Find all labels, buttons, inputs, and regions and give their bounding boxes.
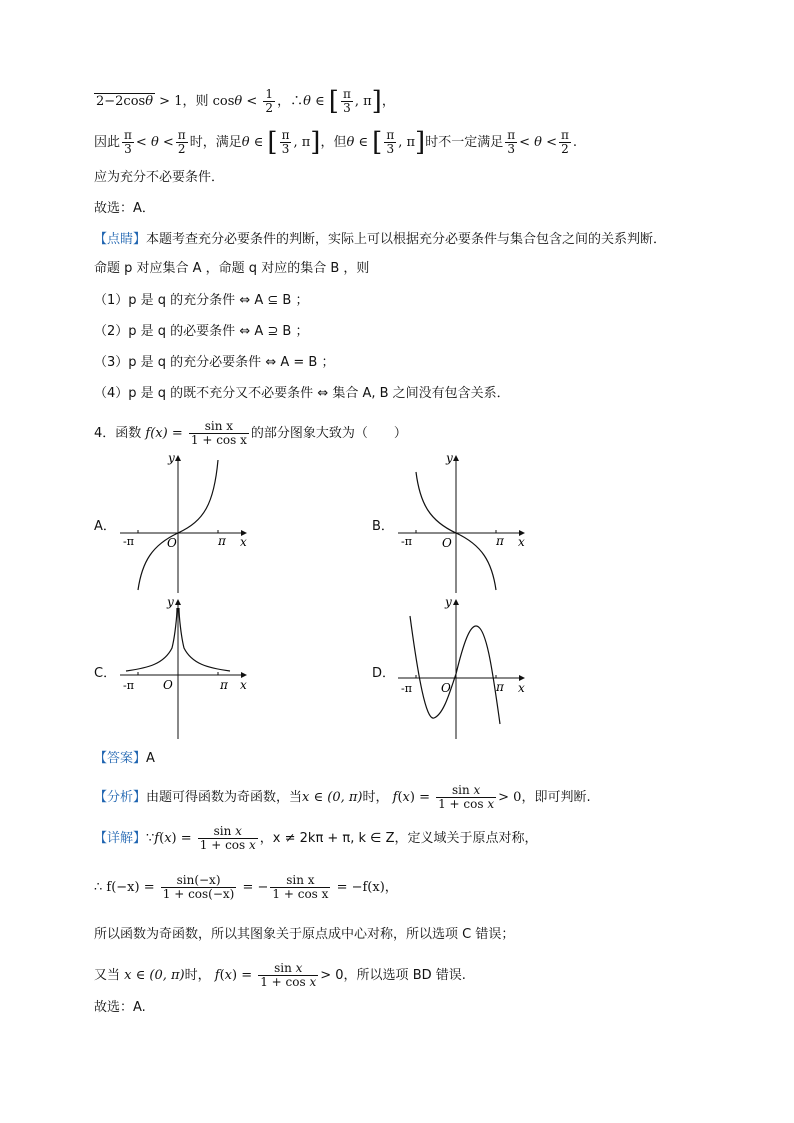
- graph-option-c[interactable]: [118, 596, 253, 741]
- dianjing-line: 【点睛】本题考查充分必要条件的判断，实际上可以根据充分必要条件与集合包含之间的关系判断．: [94, 232, 667, 247]
- tick-pi: π: [218, 534, 226, 548]
- option-c-label[interactable]: C．: [94, 666, 117, 681]
- tick-neg-pi: -π: [401, 682, 412, 695]
- tick-pi: π: [496, 680, 504, 694]
- solution-line-4: 故选：A．: [94, 201, 155, 216]
- origin-label: O: [167, 536, 177, 550]
- proposition-line: 命题 p 对应集合 A ，命题 q 对应的集合 B ，则: [94, 261, 370, 276]
- y-label: y: [168, 451, 175, 465]
- y-label: y: [167, 596, 174, 609]
- option-d-label[interactable]: D．: [372, 666, 396, 681]
- solution-line-1: 2−2cosθ > 1，则 cosθ < $\frac{1}{2}$ ，∴θ ∈ [ $\frac{\pi}{3}$ , π]，: [96, 86, 395, 117]
- option-a-label[interactable]: A．: [94, 519, 116, 534]
- curve-right: [179, 608, 230, 671]
- list-item: （1）p 是 q 的充分条件 ⇔ A ⊆ B ；: [94, 293, 309, 308]
- detail-line: 【详解】∵f(x) = $\frac{\text{sin x}}{\text{1 + cos x}}$ ，x ≠ 2kπ + π, k ∈ Z，定义域关于原点对称，: [94, 824, 538, 852]
- final-answer: 故选：A.: [94, 1000, 146, 1015]
- tick-neg-pi: -π: [401, 535, 412, 548]
- tick-pi: π: [496, 534, 504, 548]
- y-label: y: [446, 451, 453, 465]
- dianjing-tag: 【点睛】: [94, 232, 147, 247]
- tick-pi: π: [220, 678, 228, 692]
- x-label: x: [518, 681, 525, 695]
- tick-neg-pi: -π: [123, 679, 134, 692]
- solution-line-3: 应为充分不必要条件．: [94, 170, 225, 185]
- analysis-line: 【分析】由题可得函数为奇函数，当x ∈ (0, π)时， f(x) = $\frac{\text{sin x}}{\text{1 + cos x}}$ > 0，即可判断.: [94, 783, 591, 811]
- list-item: （4）p 是 q 的既不充分又不必要条件 ⇔ 集合 A, B 之间没有包含关系．: [94, 386, 510, 401]
- x-label: x: [518, 535, 525, 549]
- list-item: （3）p 是 q 的充分必要条件 ⇔ A = B ；: [94, 355, 335, 370]
- origin-label: O: [441, 681, 451, 695]
- derivation-line: ∴ f(−x) = $\frac{\sin(-x)}{1 + \cos(-x)}$ = − $\frac{\text{sin x}}{\text{1 + cos x}}$ = −f(x)，: [94, 873, 398, 901]
- odd-function-line: 所以函数为奇函数，所以其图象关于原点成中心对称，所以选项 C 错误；: [94, 927, 515, 942]
- curve-left: [126, 608, 177, 671]
- list-item: （2）p 是 q 的必要条件 ⇔ A ⊇ B ；: [94, 324, 309, 339]
- sqrt-expr: 2−2cosθ: [96, 94, 154, 109]
- tick-neg-pi: -π: [123, 535, 134, 548]
- option-b-label[interactable]: B．: [372, 519, 394, 534]
- graph-option-d[interactable]: [396, 596, 531, 741]
- x-label: x: [240, 535, 247, 549]
- graph-option-a[interactable]: [118, 450, 253, 595]
- x-label: x: [240, 678, 247, 692]
- graph-option-b[interactable]: [396, 450, 531, 595]
- solution-line-2: 因此 $\frac{\pi}{3}$ < θ < $\frac{\pi}{2}$ 时，满足θ ∈ [ $\frac{\pi}{3}$ , π]，但θ ∈ [ $\frac{\pi}{3}$ , π]时不一定满足 $\frac{\pi}{3}$ < θ < $\frac{\pi}{2}$ .: [94, 127, 578, 158]
- answer-line: 【答案】A: [94, 751, 155, 766]
- curve: [410, 616, 500, 724]
- question-4: 4．函数 f(x) = $\frac{\text{sin x}}{\text{1 + cos x}}$ 的部分图象大致为（ ）: [94, 419, 407, 447]
- fraction-half: $\frac{1}{2}$: [265, 87, 274, 115]
- y-label: y: [445, 596, 452, 609]
- origin-label: O: [163, 678, 173, 692]
- origin-label: O: [442, 536, 452, 550]
- also-line: 又当 x ∈ (0, π)时， f(x) = $\frac{\text{sin x}}{\text{1 + cos x}}$ > 0，所以选项 BD 错误.: [94, 961, 466, 989]
